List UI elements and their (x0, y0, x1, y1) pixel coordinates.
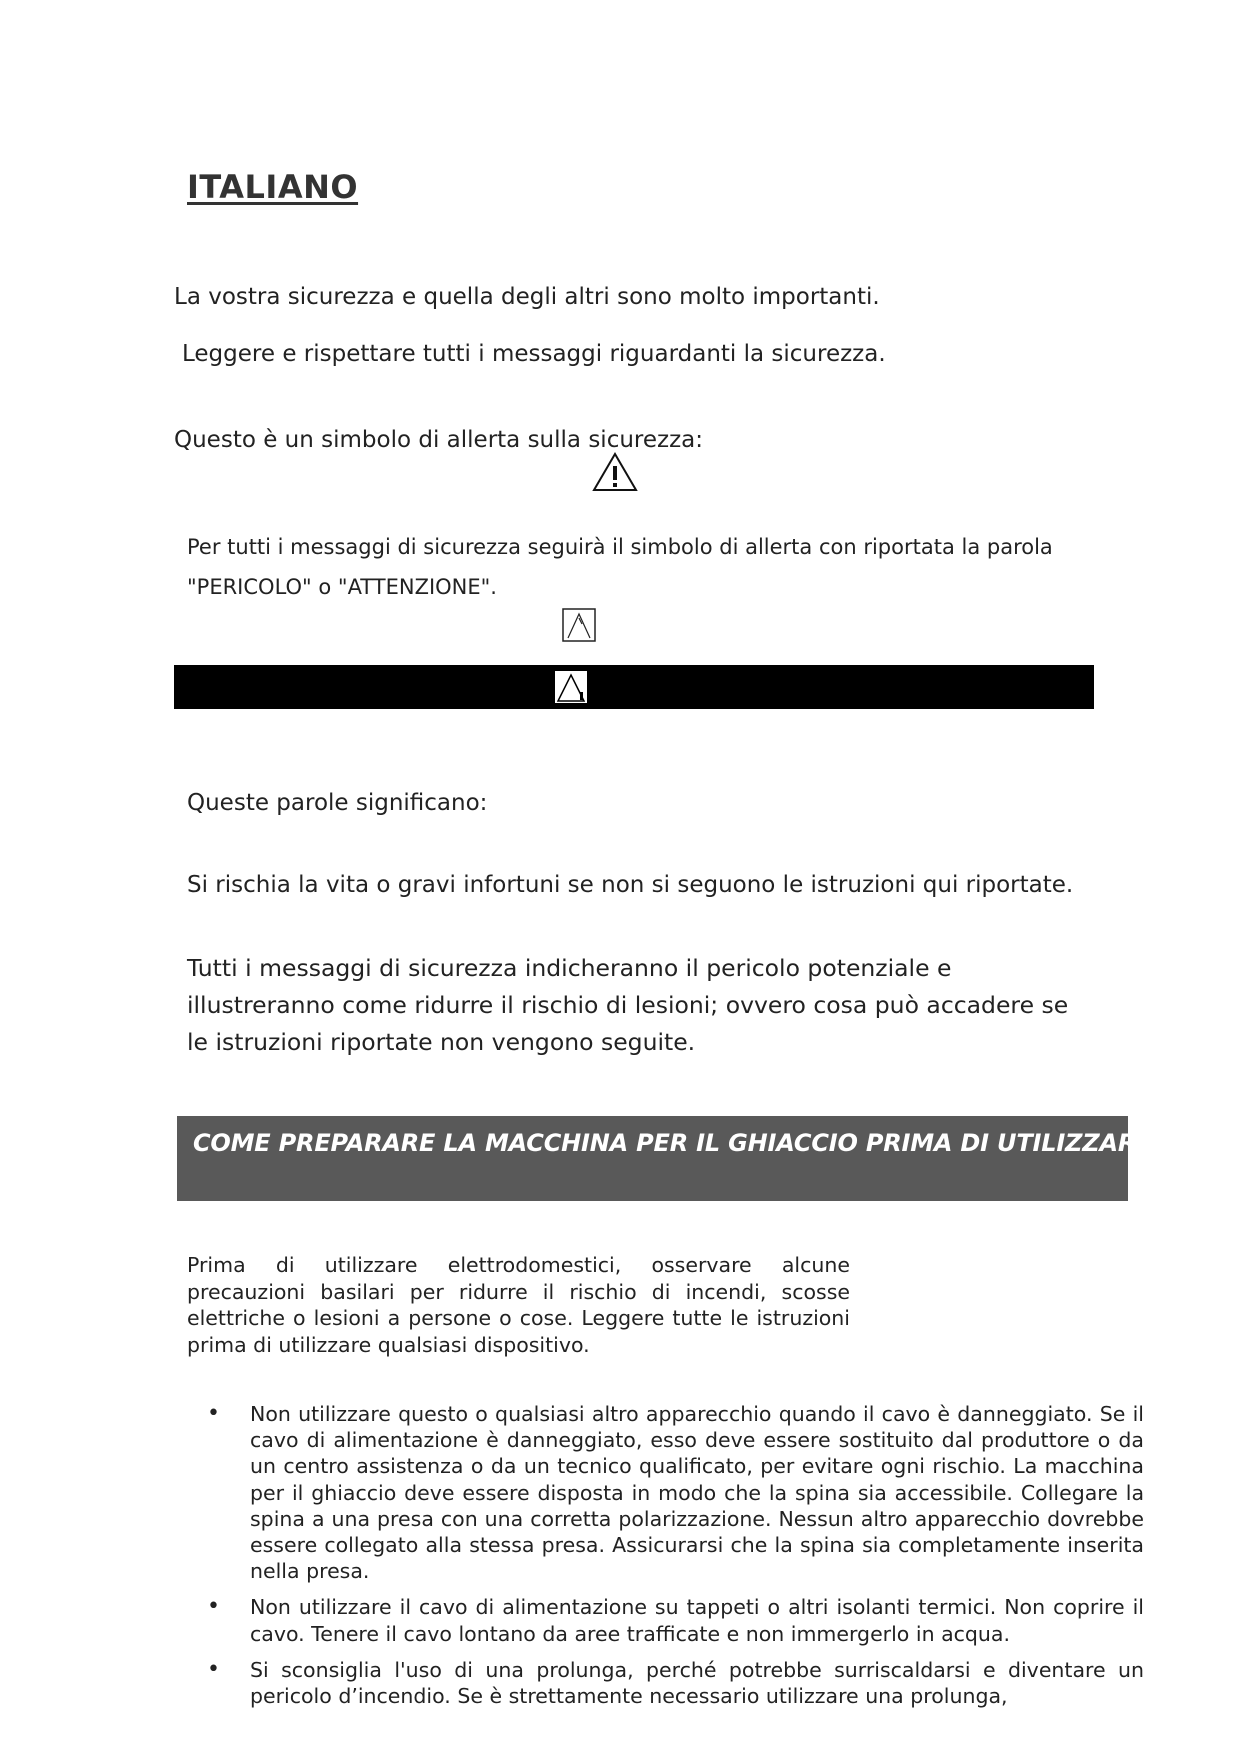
section-header (177, 1116, 1170, 1201)
alert-message-line-2: "PERICOLO" o "ATTENZIONE". (187, 575, 497, 599)
safety-intro-line-2: Leggere e rispettare tutti i messaggi riguardanti la sicurezza. (182, 341, 886, 367)
page-heading: ITALIANO (187, 168, 359, 206)
warning-triangle-icon (592, 452, 638, 492)
danger-bar (174, 665, 1094, 709)
safety-intro-line-3: Questo è un simbolo di allerta sulla sicurezza: (174, 427, 703, 453)
section-title: COME PREPARARE LA MACCHINA PER IL GHIACCIO PRIMA DI UTILIZZARLA (193, 1129, 1170, 1157)
meaning-description: Tutti i messaggi di sicurezza indicheranno il pericolo potenziale e illustreranno come ridurre il rischio di lesioni; ovvero cosa può accadere se le istruzioni riportate non vengono seguite. (187, 954, 1069, 1056)
list-item: • Si sconsiglia l'uso di una prolunga, perché potrebbe surriscaldarsi e diventare un pericolo d’incendio. Se è strettamente necessario utilizzare una prolunga, (250, 1657, 1144, 1709)
alert-message-line-1: Per tutti i messaggi di sicurezza seguirà il simbolo di allerta con riportata la parola (187, 535, 1053, 559)
list-item: • Non utilizzare questo o qualsiasi altro apparecchio quando il cavo è danneggiato. Se il cavo di alimentazione è danneggiato, esso deve essere sostituito dal produttore o da un centro assistenza o da un tecnico qualificato, per evitare ogni rischio. La macchina per il ghiaccio deve essere disposta in modo che la spina sia accessibile. Collegare la spina a una presa con una corretta polarizzazione. Nessun altro apparecchio dovrebbe essere collegato alla stessa presa. Assicurarsi che la spina sia completamente inserita nella presa. (250, 1401, 1144, 1584)
list-item: • Non utilizzare il cavo di alimentazione su tappeti o altri isolanti termici. Non coprire il cavo. Tenere il cavo lontano da aree trafficate e non immergerlo in acqua. (250, 1594, 1144, 1646)
warning-triangle-frame-icon (562, 608, 596, 642)
meaning-title: Queste parole significano: (187, 790, 488, 816)
meaning-risk: Si rischia la vita o gravi infortuni se non si seguono le istruzioni qui riportate. (187, 872, 1074, 898)
warning-triangle-white-icon (554, 670, 588, 704)
precautions-list (190, 1401, 1144, 1719)
safety-intro-line-1: La vostra sicurezza e quella degli altri sono molto importanti. (174, 284, 880, 310)
section-intro: Prima di utilizzare elettrodomestici, osservare alcune precauzioni basilari per ridurre il rischio di incendi, scosse elettriche o lesioni a persone o cose. Leggere tutte le istruzioni prima di utilizzare qualsiasi dispositivo. (187, 1253, 850, 1357)
